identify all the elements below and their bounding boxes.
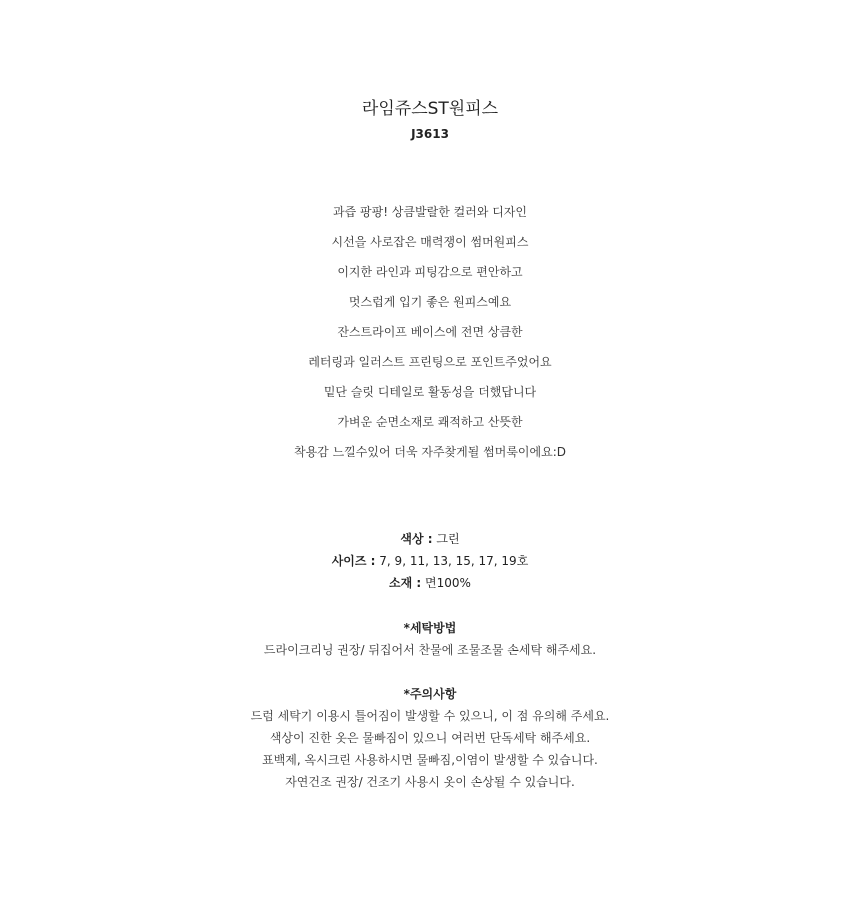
description-line: 가벼운 순면소재로 쾌적하고 산뜻한 — [337, 415, 523, 429]
description-line: 밑단 슬릿 디테일로 활동성을 더했답니다 — [323, 385, 537, 399]
description-line: 레터링과 일러스트 프린팅으로 포인트주었어요 — [308, 355, 552, 369]
spec-color-label: 색상 : — [400, 532, 433, 546]
spec-color-value: 그린 — [436, 532, 460, 546]
description-line: 잔스트라이프 베이스에 전면 상큼한 — [337, 325, 523, 339]
washing-text: 드라이크리닝 권장/ 뒤집어서 찬물에 조물조물 손세탁 해주세요. — [263, 643, 597, 657]
description-line: 과즙 팡팡! 상큼발랄한 컬러와 디자인 — [333, 205, 527, 219]
caution-line: 드럼 세탁기 이용시 틀어짐이 발생할 수 있으니, 이 점 유의해 주세요. — [250, 709, 610, 723]
spec-color — [0, 531, 860, 547]
spec-material-label: 소재 : — [389, 576, 422, 590]
spec-material-value: 면100% — [425, 576, 471, 590]
caution-line: 표백제, 옥시크린 사용하시면 물빠짐,이염이 발생할 수 있습니다. — [262, 753, 598, 767]
spec-size-label: 사이즈 : — [331, 554, 376, 568]
caution-line: 자연건조 권장/ 건조기 사용시 옷이 손상될 수 있습니다. — [285, 775, 575, 789]
washing-title: *세탁방법 — [403, 621, 457, 635]
spec-size — [0, 553, 860, 569]
description-line: 착용감 느낄수있어 더욱 자주찾게될 썸머룩이에요:D — [294, 445, 566, 459]
description-line: 멋스럽게 입기 좋은 원피스예요 — [348, 295, 512, 309]
caution-title: *주의사항 — [403, 687, 457, 701]
description-line: 시선을 사로잡은 매력쟁이 썸머원피스 — [331, 235, 529, 249]
caution-line: 색상이 진한 옷은 물빠짐이 있으니 여러번 단독세탁 해주세요. — [269, 731, 591, 745]
product-title: 라임쥬스ST원피스 — [361, 99, 499, 119]
spec-size-value: 7, 9, 11, 13, 15, 17, 19호 — [379, 554, 529, 568]
spec-material — [0, 575, 860, 591]
description-line: 이지한 라인과 피팅감으로 편안하고 — [337, 265, 523, 279]
product-code: J3613 — [411, 127, 449, 141]
